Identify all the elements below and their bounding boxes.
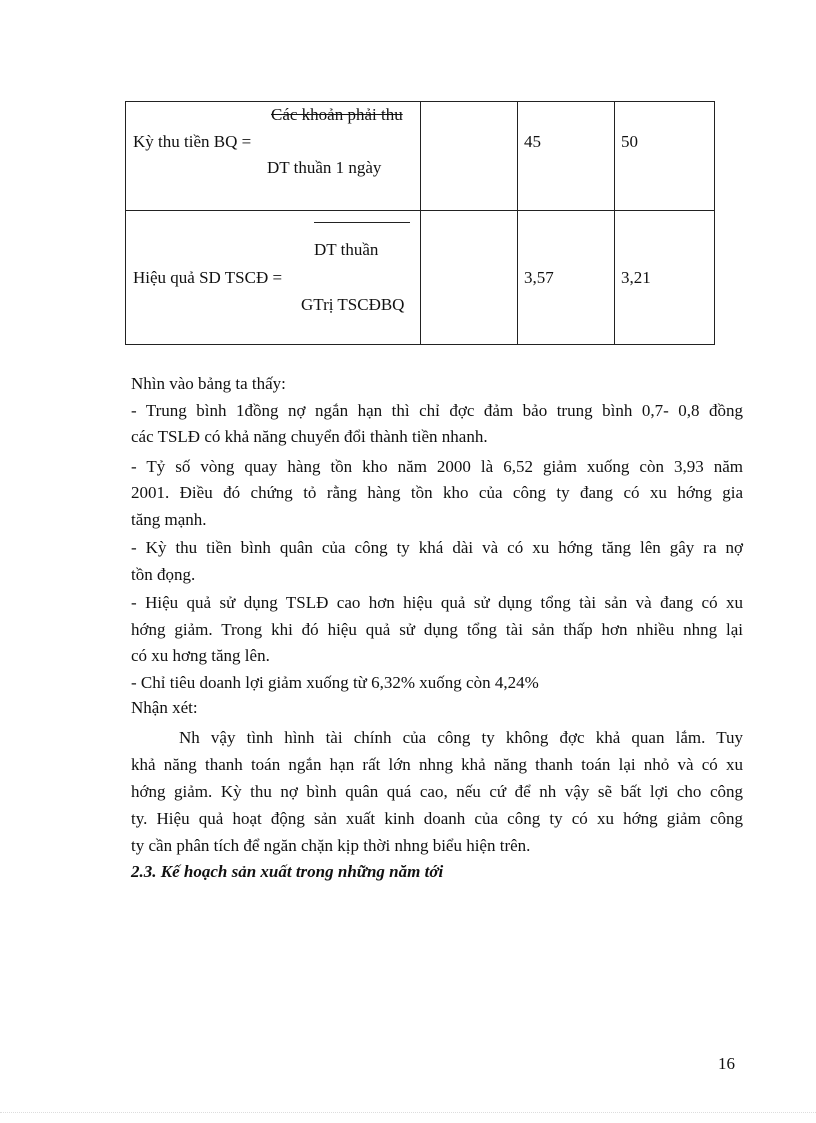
row2-denominator: GTrị TSCĐBQ xyxy=(301,295,405,314)
intro-line: Nhìn vào bảng ta thấy: xyxy=(131,374,286,393)
body-line: 2001. Điều đó chứng tỏ rằng hàng tồn kho của công ty đang có xu hớng gia xyxy=(131,483,743,502)
row1-denominator: DT thuần 1 ngày xyxy=(267,158,382,177)
row2-label: Hiệu quả SD TSCĐ = xyxy=(133,268,283,287)
table-column-divider xyxy=(517,102,518,344)
body-line: các TSLĐ có khả năng chuyển đổi thành tiền nhanh. xyxy=(131,427,488,446)
indicator-table xyxy=(125,101,715,345)
table-row-divider xyxy=(126,210,714,211)
row1-value-2000: 45 xyxy=(524,132,541,151)
body-line: hớng giảm. Kỳ thu nợ bình quân quá cao, nếu cứ để nh vậy sẽ bất lợi cho công xyxy=(131,782,743,801)
table-column-divider xyxy=(614,102,615,344)
table-column-divider xyxy=(420,102,421,344)
body-line: - Kỳ thu tiền bình quân của công ty khá dài và có xu hớng tăng lên gây ra nợ xyxy=(131,538,743,557)
body-line: - Tỷ số vòng quay hàng tồn kho năm 2000 là 6,52 giảm xuống còn 3,93 năm xyxy=(131,457,743,476)
body-line: - Trung bình 1đồng nợ ngắn hạn thì chỉ đợc đảm bảo trung bình 0,7- 0,8 đồng xyxy=(131,401,743,420)
body-line: ty. Hiệu quả hoạt động sản xuất kinh doanh của công ty có xu hớng giảm công xyxy=(131,809,743,828)
body-line: - Chỉ tiêu doanh lợi giảm xuống từ 6,32% xuống còn 4,24% xyxy=(131,673,539,692)
row2-numerator: DT thuần xyxy=(314,240,379,259)
page-number: 16 xyxy=(718,1054,735,1073)
row1-label: Kỳ thu tiền BQ = xyxy=(133,132,252,151)
row2-value-2001: 3,21 xyxy=(621,268,651,287)
body-line: ty cần phân tích để ngăn chặn kịp thời nhng biểu hiện trên. xyxy=(131,836,531,855)
body-line: khả năng thanh toán ngắn hạn rất lớn nhng khả năng thanh toán lại nhỏ và có xu xyxy=(131,755,743,774)
page-bottom-border xyxy=(0,1112,816,1113)
body-line: có xu hơng tăng lên. xyxy=(131,646,270,665)
remark-label: Nhận xét: xyxy=(131,698,198,717)
section-heading: 2.3. Kế hoạch sản xuất trong những năm tới xyxy=(131,862,444,881)
row2-value-2000: 3,57 xyxy=(524,268,554,287)
body-line: hớng giảm. Trong khi đó hiệu quả sử dụng tổng tài sản thấp hơn nhiều nhng lại xyxy=(131,620,743,639)
body-line: Nh vậy tình hình tài chính của công ty không đợc khả quan lắm. Tuy xyxy=(179,728,743,747)
body-line: - Hiệu quả sử dụng TSLĐ cao hơn hiệu quả sử dụng tổng tài sản và đang có xu xyxy=(131,593,743,612)
row1-numerator: Các khoản phải thu xyxy=(271,105,403,124)
row1-value-2001: 50 xyxy=(621,132,638,151)
fraction-bar xyxy=(314,222,410,223)
body-line: tăng mạnh. xyxy=(131,510,207,529)
body-line: tồn đọng. xyxy=(131,565,196,584)
